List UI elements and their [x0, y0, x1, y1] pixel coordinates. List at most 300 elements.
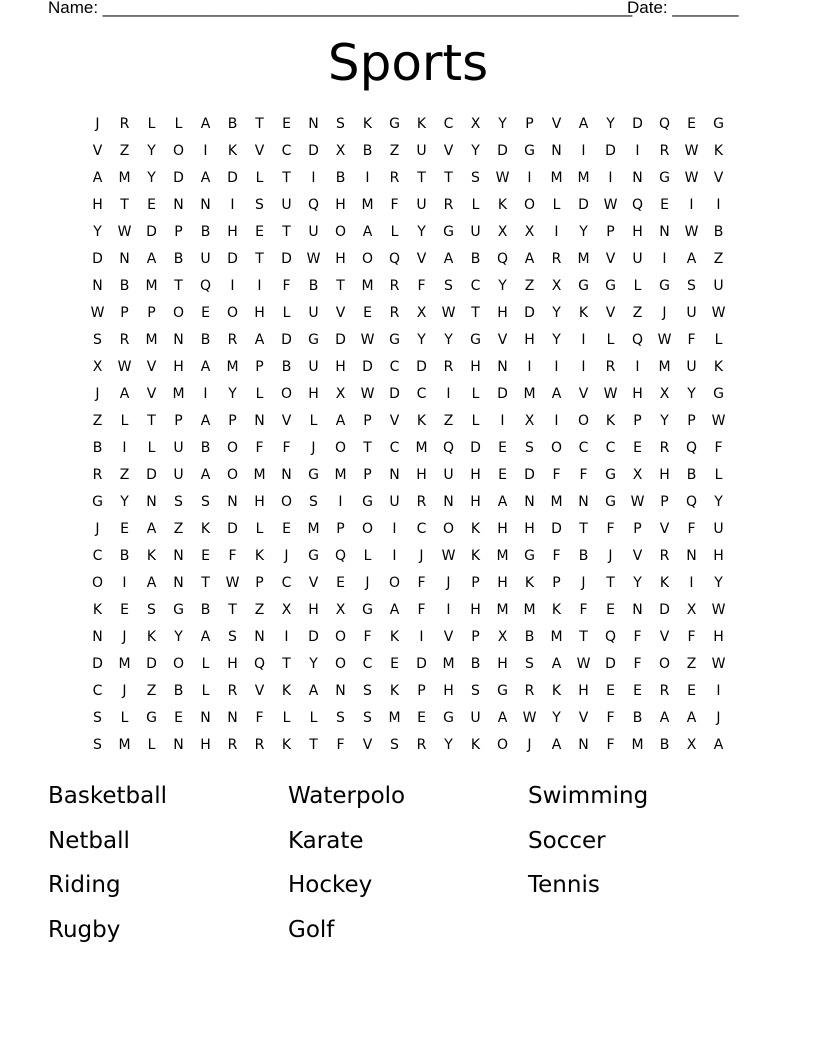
grid-letter: J [284, 548, 289, 564]
grid-letter: D [308, 629, 319, 645]
grid-letter: H [227, 224, 238, 240]
grid-letter: L [471, 197, 480, 213]
grid-letter: O [334, 656, 347, 672]
grid-letter: A [92, 170, 103, 186]
grid-letter: H [416, 467, 427, 483]
grid-letter: F [633, 656, 642, 672]
grid-letter: B [470, 251, 481, 267]
word-list-item: Golf [288, 916, 335, 943]
grid-letter: Q [388, 251, 401, 267]
grid-letter: K [551, 602, 562, 618]
grid-letter: O [523, 197, 536, 213]
grid-letter: I [554, 359, 559, 375]
grid-letter: U [686, 305, 697, 321]
grid-letter: H [200, 737, 211, 753]
grid-letter: M [388, 710, 401, 726]
grid-letter: V [605, 305, 616, 321]
grid-letter: L [174, 116, 183, 132]
grid-letter: M [145, 278, 158, 294]
grid-letter: O [226, 305, 239, 321]
grid-letter: W [522, 710, 537, 726]
grid-letter: I [554, 224, 559, 240]
grid-letter: K [605, 413, 616, 429]
grid-letter: D [227, 521, 238, 537]
grid-letter: E [687, 683, 696, 699]
grid-letter: U [470, 710, 481, 726]
grid-letter: W [306, 251, 321, 267]
grid-letter: B [281, 359, 292, 375]
grid-letter: Y [147, 143, 156, 159]
grid-letter: S [525, 440, 534, 456]
grid-letter: Y [174, 629, 183, 645]
grid-letter: R [227, 332, 238, 348]
grid-letter: E [120, 602, 129, 618]
grid-letter: Q [685, 440, 698, 456]
grid-row [84, 624, 732, 651]
grid-letter: W [684, 170, 699, 186]
grid-letter: D [416, 656, 427, 672]
word-list-item: Rugby [48, 916, 121, 943]
grid-letter: L [120, 710, 129, 726]
grid-letter: Y [633, 575, 642, 591]
grid-letter: O [91, 575, 104, 591]
grid-letter: I [662, 251, 667, 267]
grid-letter: P [120, 305, 129, 321]
grid-letter: W [441, 305, 456, 321]
grid-letter: I [608, 170, 613, 186]
grid-letter: E [120, 521, 129, 537]
grid-letter: W [576, 656, 591, 672]
grid-letter: S [687, 278, 696, 294]
grid-letter: T [282, 170, 291, 186]
grid-letter: X [335, 386, 346, 402]
grid-letter: W [684, 143, 699, 159]
grid-letter: G [524, 548, 535, 564]
grid-letter: S [525, 656, 534, 672]
grid-letter: K [254, 548, 265, 564]
grid-letter: O [280, 494, 293, 510]
grid-letter: T [579, 629, 588, 645]
grid-letter: S [471, 683, 480, 699]
grid-letter: R [524, 683, 535, 699]
grid-letter: D [308, 143, 319, 159]
grid-letter: I [392, 548, 397, 564]
grid-letter: B [227, 116, 238, 132]
grid-letter: Z [173, 521, 184, 537]
grid-letter: J [122, 683, 127, 699]
grid-letter: F [282, 278, 291, 294]
grid-letter: J [446, 575, 451, 591]
grid-letter: D [281, 251, 292, 267]
grid-letter: A [497, 494, 508, 510]
grid-letter: H [470, 359, 481, 375]
grid-row [84, 732, 732, 759]
grid-letter: K [92, 602, 103, 618]
grid-row [84, 435, 732, 462]
grid-letter: D [551, 521, 562, 537]
grid-letter: W [495, 170, 510, 186]
grid-letter: L [309, 413, 318, 429]
grid-letter: S [309, 494, 318, 510]
grid-letter: X [470, 116, 481, 132]
grid-letter: Z [632, 305, 643, 321]
grid-letter: Z [92, 413, 103, 429]
grid-letter: X [686, 602, 697, 618]
grid-letter: K [497, 197, 508, 213]
grid-letter: U [632, 251, 643, 267]
grid-letter: I [446, 602, 451, 618]
grid-letter: N [389, 467, 400, 483]
grid-letter: P [255, 575, 264, 591]
grid-letter: E [633, 440, 642, 456]
grid-letter: P [687, 413, 696, 429]
grid-letter: D [146, 656, 157, 672]
grid-letter: U [173, 467, 184, 483]
grid-letter: A [362, 224, 373, 240]
grid-letter: F [417, 602, 426, 618]
grid-letter: X [335, 143, 346, 159]
grid-letter: V [146, 359, 157, 375]
grid-letter: I [230, 197, 235, 213]
grid-letter: F [255, 440, 264, 456]
grid-letter: D [281, 332, 292, 348]
grid-letter: R [659, 143, 670, 159]
grid-letter: E [336, 575, 345, 591]
grid-letter: D [173, 170, 184, 186]
grid-letter: O [361, 251, 374, 267]
grid-letter: H [659, 467, 670, 483]
grid-letter: R [659, 548, 670, 564]
grid-letter: X [686, 737, 697, 753]
grid-letter: V [497, 332, 508, 348]
grid-letter: A [254, 332, 265, 348]
grid-row [84, 408, 732, 435]
grid-letter: T [579, 521, 588, 537]
grid-letter: Q [604, 629, 617, 645]
grid-letter: G [146, 710, 157, 726]
grid-letter: M [550, 170, 563, 186]
grid-letter: P [147, 305, 156, 321]
word-list [48, 776, 768, 954]
grid-letter: S [336, 710, 345, 726]
grid-letter: R [92, 467, 103, 483]
grid-letter: E [282, 521, 291, 537]
grid-letter: Y [417, 224, 426, 240]
grid-letter: H [713, 629, 724, 645]
grid-letter: A [551, 656, 562, 672]
grid-letter: U [308, 224, 319, 240]
grid-letter: Z [713, 251, 724, 267]
grid-letter: L [255, 386, 264, 402]
grid-letter: E [282, 116, 291, 132]
grid-letter: W [360, 386, 375, 402]
word-list-item: Hockey [288, 872, 373, 898]
grid-letter: P [255, 359, 264, 375]
grid-row [84, 570, 732, 597]
grid-letter: H [335, 197, 346, 213]
grid-letter: B [200, 602, 211, 618]
grid-letter: R [119, 116, 130, 132]
grid-letter: I [581, 332, 586, 348]
grid-letter: G [389, 332, 400, 348]
grid-letter: F [282, 440, 291, 456]
grid-letter: A [308, 683, 319, 699]
grid-letter: P [336, 521, 345, 537]
grid-letter: L [147, 116, 156, 132]
grid-letter: S [255, 197, 264, 213]
grid-letter: P [228, 413, 237, 429]
grid-letter: K [389, 683, 400, 699]
grid-letter: H [497, 521, 508, 537]
grid-letter: F [606, 521, 615, 537]
grid-letter: Z [443, 413, 454, 429]
grid-letter: H [470, 602, 481, 618]
grid-letter: M [361, 197, 374, 213]
grid-letter: Y [552, 305, 561, 321]
grid-letter: B [335, 170, 346, 186]
grid-letter: L [471, 413, 480, 429]
grid-letter: B [713, 224, 724, 240]
grid-letter: G [497, 683, 508, 699]
grid-letter: U [416, 197, 427, 213]
grid-letter: R [389, 278, 400, 294]
grid-letter: W [711, 305, 726, 321]
grid-letter: B [200, 440, 211, 456]
grid-letter: C [389, 359, 400, 375]
grid-letter: E [606, 602, 615, 618]
grid-letter: X [335, 602, 346, 618]
grid-letter: F [228, 548, 237, 564]
word-list-item: Swimming [528, 783, 649, 809]
grid-letter: N [281, 467, 292, 483]
grid-letter: I [203, 386, 208, 402]
grid-letter: H [497, 575, 508, 591]
grid-letter: X [416, 305, 427, 321]
grid-letter: S [363, 710, 372, 726]
word-list-row [48, 910, 768, 955]
grid-letter: C [416, 386, 427, 402]
grid-letter: S [390, 737, 399, 753]
grid-letter: Y [498, 278, 507, 294]
grid-letter: Q [658, 116, 671, 132]
grid-letter: D [362, 359, 373, 375]
grid-letter: N [200, 197, 211, 213]
grid-letter: Y [498, 116, 507, 132]
grid-letter: D [227, 251, 238, 267]
grid-letter: D [497, 143, 508, 159]
grid-letter: F [390, 197, 399, 213]
grid-letter: X [497, 629, 508, 645]
grid-letter: W [90, 305, 105, 321]
grid-letter: K [362, 116, 373, 132]
grid-letter: B [632, 710, 643, 726]
grid-letter: S [93, 737, 102, 753]
grid-letter: A [146, 521, 157, 537]
grid-letter: I [284, 629, 289, 645]
grid-letter: E [201, 305, 210, 321]
grid-letter: C [578, 440, 589, 456]
grid-letter: M [631, 737, 644, 753]
grid-letter: F [606, 710, 615, 726]
grid-letter: P [417, 683, 426, 699]
grid-letter: Z [389, 143, 400, 159]
grid-letter: V [443, 143, 454, 159]
grid-letter: S [228, 629, 237, 645]
word-list-item: Soccer [528, 827, 606, 854]
grid-letter: D [92, 251, 103, 267]
grid-letter: J [95, 521, 100, 537]
grid-letter: Z [254, 602, 265, 618]
grid-letter: C [470, 278, 481, 294]
grid-letter: M [442, 656, 455, 672]
grid-letter: G [308, 332, 319, 348]
grid-letter: A [200, 359, 211, 375]
grid-letter: N [227, 710, 238, 726]
grid-letter: H [713, 548, 724, 564]
grid-letter: B [308, 278, 319, 294]
grid-letter: M [496, 548, 509, 564]
grid-letter: D [497, 386, 508, 402]
word-list-row [48, 865, 768, 910]
grid-row [84, 543, 732, 570]
grid-letter: R [416, 494, 427, 510]
grid-letter: X [524, 413, 535, 429]
grid-letter: O [334, 629, 347, 645]
grid-letter: J [365, 575, 370, 591]
grid-letter: I [257, 278, 262, 294]
grid-letter: X [551, 278, 562, 294]
grid-letter: K [227, 143, 238, 159]
grid-letter: V [659, 629, 670, 645]
grid-letter: D [470, 440, 481, 456]
grid-letter: G [443, 224, 454, 240]
grid-letter: Y [552, 710, 561, 726]
grid-letter: F [552, 467, 561, 483]
grid-letter: C [92, 548, 103, 564]
grid-letter: F [714, 440, 723, 456]
grid-letter: U [443, 467, 454, 483]
grid-letter: N [92, 278, 103, 294]
grid-letter: H [578, 683, 589, 699]
grid-letter: F [417, 278, 426, 294]
worksheet-header [48, 0, 748, 20]
grid-row [84, 246, 732, 273]
grid-letter: O [172, 143, 185, 159]
grid-letter: L [471, 386, 480, 402]
grid-letter: M [496, 602, 509, 618]
grid-letter: T [309, 737, 318, 753]
grid-row [84, 354, 732, 381]
grid-letter: X [497, 224, 508, 240]
grid-letter: S [471, 170, 480, 186]
grid-letter: C [362, 656, 373, 672]
grid-letter: P [552, 575, 561, 591]
grid-letter: V [578, 710, 589, 726]
grid-letter: W [657, 332, 672, 348]
grid-letter: N [524, 494, 535, 510]
grid-letter: O [334, 440, 347, 456]
grid-letter: B [524, 629, 535, 645]
grid-letter: V [335, 305, 346, 321]
grid-letter: W [711, 413, 726, 429]
grid-row [84, 273, 732, 300]
grid-row [84, 462, 732, 489]
grid-letter: P [174, 224, 183, 240]
grid-letter: R [443, 197, 454, 213]
grid-letter: K [713, 359, 724, 375]
grid-letter: O [550, 440, 563, 456]
grid-letter: C [281, 575, 292, 591]
grid-letter: B [119, 548, 130, 564]
grid-letter: T [120, 197, 129, 213]
grid-letter: N [632, 170, 643, 186]
grid-letter: K [146, 548, 157, 564]
grid-letter: V [713, 170, 724, 186]
grid-letter: L [120, 413, 129, 429]
grid-letter: F [417, 575, 426, 591]
grid-letter: E [201, 548, 210, 564]
grid-letter: Y [147, 170, 156, 186]
grid-letter: N [173, 197, 184, 213]
grid-letter: V [605, 251, 616, 267]
grid-letter: L [552, 197, 561, 213]
grid-letter: L [633, 278, 642, 294]
grid-letter: U [200, 251, 211, 267]
grid-letter: J [95, 386, 100, 402]
grid-letter: O [658, 656, 671, 672]
grid-letter: P [525, 116, 534, 132]
grid-row [84, 192, 732, 219]
grid-letter: R [227, 683, 238, 699]
grid-letter: F [363, 629, 372, 645]
grid-letter: V [389, 413, 400, 429]
grid-letter: S [174, 494, 183, 510]
grid-letter: N [443, 494, 454, 510]
grid-letter: G [713, 386, 724, 402]
grid-letter: I [203, 143, 208, 159]
grid-letter: F [255, 710, 264, 726]
grid-letter: L [201, 683, 210, 699]
grid-letter: I [122, 440, 127, 456]
grid-letter: Q [496, 251, 509, 267]
grid-letter: H [227, 656, 238, 672]
grid-letter: S [444, 278, 453, 294]
grid-letter: G [524, 143, 535, 159]
grid-letter: A [659, 710, 670, 726]
grid-letter: O [334, 224, 347, 240]
grid-letter: V [443, 629, 454, 645]
grid-letter: W [225, 575, 240, 591]
grid-letter: U [389, 494, 400, 510]
grid-letter: J [608, 548, 613, 564]
grid-letter: P [363, 413, 372, 429]
grid-row [84, 327, 732, 354]
grid-letter: T [363, 440, 372, 456]
grid-letter: G [659, 170, 670, 186]
grid-letter: W [603, 197, 618, 213]
grid-letter: X [659, 386, 670, 402]
grid-letter: R [443, 359, 454, 375]
grid-letter: G [605, 278, 616, 294]
grid-letter: A [686, 710, 697, 726]
grid-letter: Y [660, 413, 669, 429]
grid-letter: A [200, 116, 211, 132]
grid-letter: N [578, 494, 589, 510]
grid-row [84, 678, 732, 705]
grid-letter: H [497, 305, 508, 321]
grid-letter: Y [579, 224, 588, 240]
grid-letter: W [711, 656, 726, 672]
